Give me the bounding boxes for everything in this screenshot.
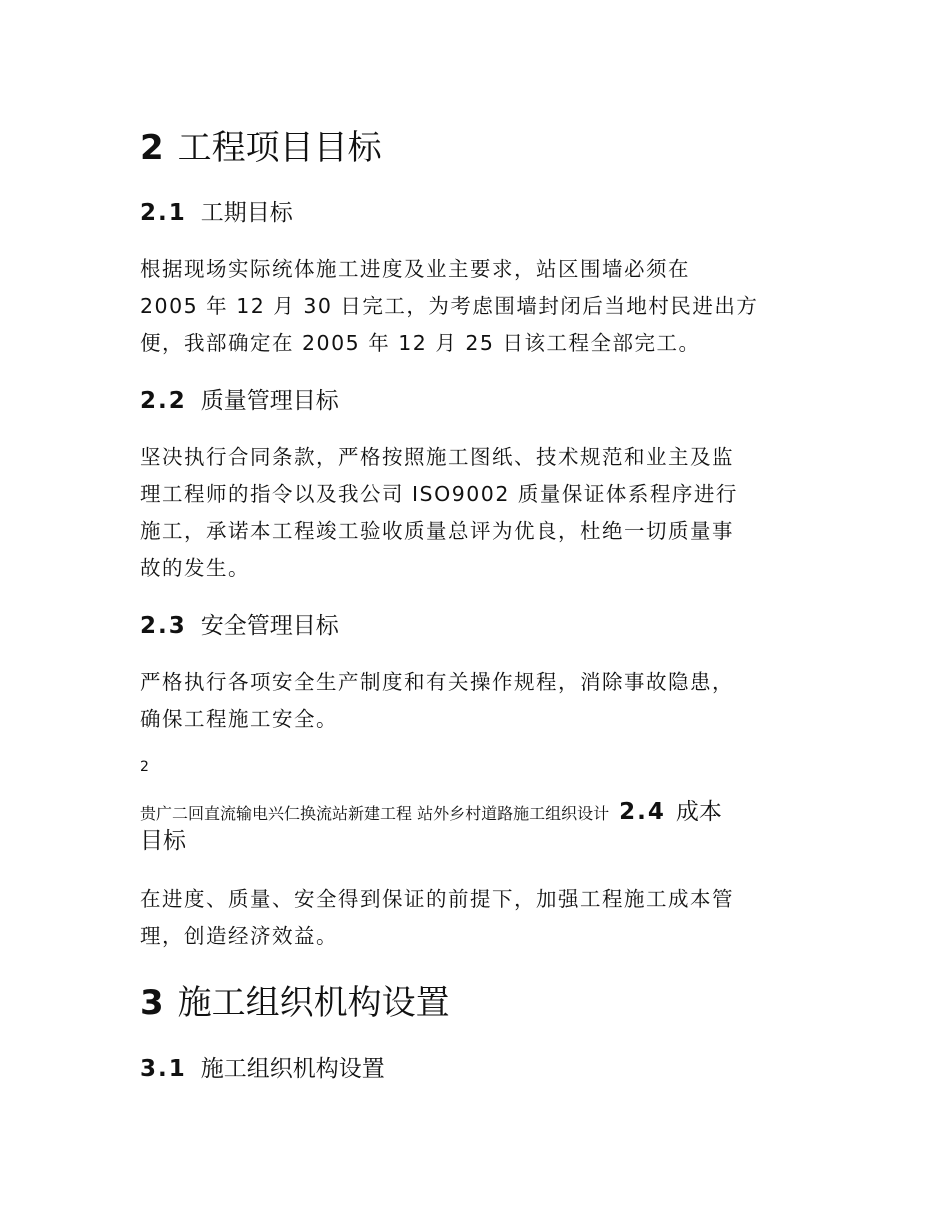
heading-section-2-3: [140, 611, 820, 641]
heading-section-3-1: [140, 1054, 820, 1084]
heading-title-part: 成本: [675, 799, 722, 825]
paragraph-safety-goal: [140, 664, 820, 738]
heading-section-2-4-continued: 目标: [140, 828, 186, 854]
heading-section-2-1: [140, 198, 820, 228]
paragraph-quality-goal: [140, 439, 820, 587]
heading-title: 安全管理目标: [200, 613, 339, 639]
heading-title: 工程项目目标: [177, 128, 382, 168]
heading-number: 2.4: [619, 799, 666, 825]
heading-section-2-2: [140, 386, 820, 416]
paragraph-schedule-goal: [140, 251, 820, 362]
heading-title: 工期目标: [200, 200, 293, 226]
paragraph-line: 2005 年 12 月 30 日完工，为考虑围墙封闭后当地村民进出方: [140, 294, 759, 318]
running-header-with-heading: [140, 798, 840, 828]
heading-number: 2.3: [140, 613, 187, 639]
paragraph-line: 严格执行各项安全生产制度和有关操作规程，消除事故隐患，: [140, 670, 734, 694]
paragraph-line: 确保工程施工安全。: [140, 707, 338, 731]
paragraph-line: 故的发生。: [140, 556, 250, 580]
heading-number: 2.1: [140, 200, 187, 226]
paragraph-line: 理工程师的指令以及我公司 ISO9002 质量保证体系程序进行: [140, 482, 738, 506]
heading-section-2: [140, 128, 820, 168]
heading-section-2-4: [609, 799, 722, 825]
heading-title: 质量管理目标: [200, 388, 339, 414]
paragraph-line: 在进度、质量、安全得到保证的前提下，加强工程施工成本管: [140, 887, 734, 911]
heading-number: 2: [140, 128, 164, 168]
paragraph-line: 理，创造经济效益。: [140, 924, 338, 948]
paragraph-line: 根据现场实际统体施工进度及业主要求，站区围墙必须在: [140, 257, 690, 281]
paragraph-line: 坚决执行合同条款，严格按照施工图纸、技术规范和业主及监: [140, 445, 734, 469]
paragraph-line: 施工，承诺本工程竣工验收质量总评为优良，杜绝一切质量事: [140, 519, 734, 543]
heading-number: 3.1: [140, 1056, 187, 1082]
page-number: 2: [140, 759, 149, 775]
heading-title: 施工组织机构设置: [200, 1056, 385, 1082]
heading-title: 施工组织机构设置: [177, 983, 450, 1023]
paragraph-cost-goal: [140, 881, 820, 955]
paragraph-line: 便，我部确定在 2005 年 12 月 25 日该工程全部完工。: [140, 331, 701, 355]
heading-section-3: [140, 983, 820, 1023]
running-header-text: 贵广二回直流输电兴仁换流站新建工程 站外乡村道路施工组织设计: [140, 804, 610, 823]
heading-number: 3: [140, 983, 164, 1023]
heading-number: 2.2: [140, 388, 187, 414]
